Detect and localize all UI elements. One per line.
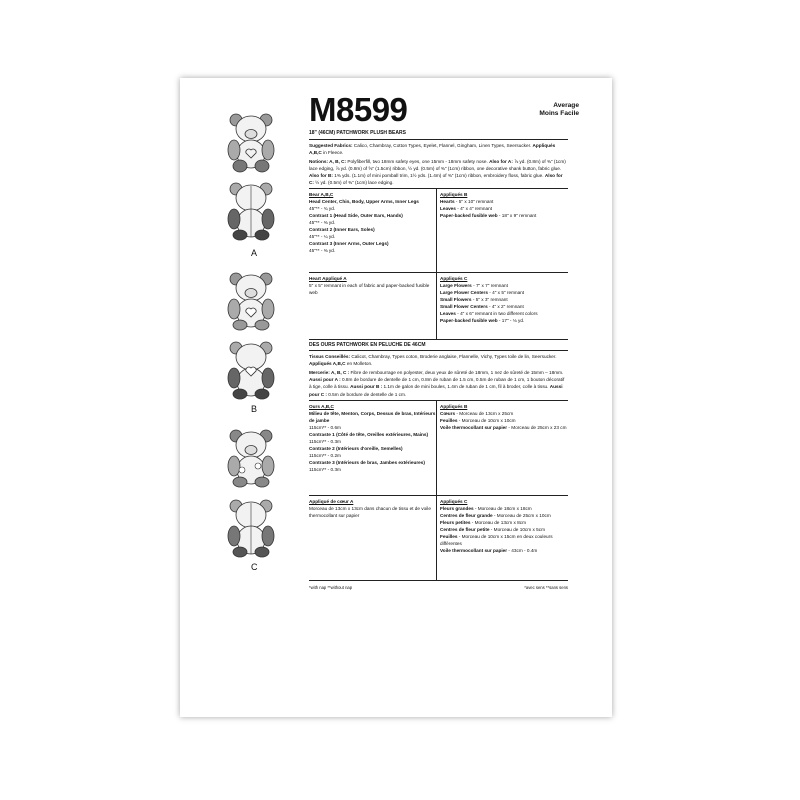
fr-applique-c-line: Feuilles - Morceau de 10cm x 15cm en deux couleurs différentes — [440, 533, 553, 546]
en-applique-b-line: Leaves - 4" x 4" remnant — [440, 205, 493, 211]
fr-title: DES OURS PATCHWORK EN PELUCHE DE 46CM — [309, 342, 568, 352]
fr-bear-line: Milieu de tête, Menton, Corps, Dessus de bras, Intérieurs de jambe — [309, 410, 436, 423]
en-bear-yardage: Bear A,B,C Head Center, Chin, Body, Upper Arms, Inner Legs 45"** - ¾ yd. Contrast 1 (Head Side, Outer Ears, Hands) 45"** - ⅜ yd. Contrast 2 (Inner Ears, Soles) 45"** - ¼ yd. Contrast 3 (Inner Arms, Outer Legs) 45"** - ⅜ yd. — [309, 189, 437, 272]
view-a-label: A — [251, 248, 258, 258]
en-appliques-b: Appliqués B Hearts - 5" x 10" remnant Leaves - 4" x 4" remnant Paper-backed fusible web - 18" x 9" remnant — [437, 189, 568, 272]
en-fabrics: Suggested Fabrics: Calico, Chambray, Cotton Types, Eyelet, Flannel, Gingham, Linen Types, Seersucker. Appliqués A,B,C in Fleece. — [309, 142, 556, 155]
en-bear-line: 45"** - ⅜ yd. — [309, 248, 336, 254]
fr-applique-c-line: Voile thermocollant sur papier - 43cm - 0.4m — [440, 547, 538, 553]
bear-b-front-illustration — [222, 271, 280, 331]
en-grid-row-1 — [309, 189, 568, 272]
en-bear-line: 45"** - ¾ yd. — [309, 205, 336, 211]
en-bear-line: Contrast 3 (Inner Arms, Outer Legs) — [309, 241, 389, 247]
en-bear-line: Contrast 2 (Inner Ears, Soles) — [309, 227, 375, 233]
en-applique-c-line: Small Flowers - 5" x 3" remnant — [440, 296, 508, 302]
en-title: 18" (46CM) PATCHWORK PLUSH BEARS — [309, 130, 568, 140]
en-notions: Notions: A, B, C: Polyfiberfill, two 18mm safety eyes, one 15mm - 18mm safety nose. Also for A: ⅞ yd. (0.8m) of ⅜" (1cm) lace edging, ⅞ yd. (0.8m) of ⅝" (1.5cm) ribbon, ½ yd. (0.5m) of ⅜" (1cm) ribbon, one decorative shank button, fabric glue. Also for B: 1⅜ yds. (1.1m) of mini pomball trim, 1½ yds. (1.4m) of ⅜" (1cm) ribbon, embroidery floss, fabric glue. Also for C: ½ yd. (0.5m) of ⅜" (1cm) lace edging. — [309, 158, 566, 185]
en-bear-line: 45"** - ¼ yd. — [309, 234, 336, 240]
en-applique-c-line: Paper-backed fusible web - 17" - ⅛ yd. — [440, 318, 525, 324]
pattern-number: M8599 — [309, 91, 408, 128]
pattern-envelope-back — [180, 78, 612, 717]
fr-appliques-b: Appliqués B Cœurs - Morceau de 13cm x 25cm Feuilles - Morceau de 10cm x 10cm Voile thermocollant sur papier - Morceau de 25cm x 23 cm — [440, 403, 567, 430]
en-bear-line: Head Center, Chin, Body, Upper Arms, Inner Legs — [309, 198, 419, 204]
en-bear-line: Contrast 1 (Head Side, Outer Ears, Hands) — [309, 212, 403, 218]
fr-applique-b-line: Voile thermocollant sur papier - Morceau de 25cm x 23 cm — [440, 424, 567, 430]
fr-bear-yardage: Ours A,B,C Milieu de tête, Menton, Corps, Dessus de bras, Intérieurs de jambe 115cm** - 0.6m Contraste 1 (Côté de tête, Oreilles extérieures, Mains) 115cm** - 0.3m Contraste 2 (Intérieurs d'oreille, Semelles) 115cm** - 0.2m Contraste 3 (Intérieurs de bras, Jambes extérieures) 115cm** - 0.3m — [309, 401, 437, 495]
difficulty-en: Average — [553, 102, 579, 109]
fr-applique-c-line: Centres de fleur petite - Morceau de 10cm x 5cm — [440, 526, 545, 532]
difficulty — [539, 102, 579, 118]
en-applique-b-line: Paper-backed fusible web - 18" x 9" remnant — [440, 212, 537, 218]
en-applique-b-line: Hearts - 5" x 10" remnant — [440, 198, 494, 204]
fr-notions: Mercerie: A, B, C : Fibre de rembourrage en polyester, deux yeux de sûreté de 18mm, 1 nez de sûreté de 15mm – 18mm. Aussi pour A : 0.8m de bordure de dentelle de 1 cm, 0.8m de ruban de 1.5 cm, 0.5m de ruban de 1 cm, 1 bouton décoratif à tige, colle à tissu. Aussi pour B : 1.1m de galon de mini boules, 1.4m de ruban de 1 cm, fil à broder, colle à tissu. Aussi pour C : 0.5m de bordure de dentelle de 1 cm. — [309, 370, 565, 397]
fr-applique-b-line: Feuilles - Morceau de 10cm x 10cm — [440, 417, 516, 423]
bear-a-front-illustration — [222, 112, 280, 174]
en-heart-applique: Heart Appliqué A 5" x 5" remnant in each of fabric and paper-backed fusible web — [309, 273, 437, 339]
bear-b-back-illustration — [222, 340, 280, 400]
yardage-content — [309, 130, 568, 591]
en-applique-c-line: Large Flowers - 7" x 7" remnant — [440, 282, 508, 288]
bear-c-front-illustration — [222, 428, 280, 488]
fr-heart-applique: Appliqué de cœur A Morceau de 13cm x 13cm dans chacun de tissu et de voile thermocollant sur papier — [309, 496, 437, 580]
en-applique-c-line: Small Flower Centers - 4" x 2" remnant — [440, 303, 524, 309]
en-applique-c-line: Large Flower Centers - 4" x 5" remnant — [440, 289, 525, 295]
bear-a-back-illustration — [222, 181, 280, 241]
bear-c-back-illustration — [222, 498, 280, 558]
fr-applique-c-line: Fleurs petites - Morceau de 13cm x 8cm — [440, 519, 526, 525]
difficulty-fr: Moins Facile — [539, 110, 579, 118]
footnote-fr: *avec sens **sans sens — [524, 584, 568, 590]
fr-applique-c-line: Fleurs grandes - Morceau de 18cm x 18cm — [440, 505, 532, 511]
fr-bear-line: 115cm** - 0.3m — [309, 466, 341, 472]
fr-bear-line: Contraste 1 (Côté de tête, Oreilles extérieures, Mains) — [309, 431, 429, 437]
fr-bear-line: Contraste 2 (Intérieurs d'oreille, Semelles) — [309, 445, 403, 451]
fr-fabrics: Tissus Conseillés: Calicot, Chambray, Types coton, Broderie anglaise, Flannelle, Vichy, Types toile de lin, Seersucker. Appliqués A,B,C en Molleton. — [309, 354, 557, 367]
bear-illustrations — [180, 78, 298, 717]
fr-appliques-c: Appliqués C Fleurs grandes - Morceau de 18cm x 18cm Centres de fleur grande - Morceau de 25cm x 10cm Fleurs petites - Morceau de 13cm x 8cm Centres de fleur petite - Morceau de 10cm x 5cm Feuilles - Morceau de 10cm x 15cm en deux couleurs différentes Voile thermocollant sur papier - 43cm - 0.4m — [437, 496, 568, 580]
fr-grid-row-1 — [309, 401, 568, 495]
fr-bear-line: 115cm** - 0.6m — [309, 424, 341, 430]
en-applique-c-line: Leaves - 4" x 6" remnant in two different colors — [440, 311, 538, 317]
fr-bear-line: 115cm** - 0.2m — [309, 452, 341, 458]
fr-bear-line: 115cm** - 0.3m — [309, 438, 341, 444]
view-b-label: B — [251, 404, 258, 414]
fr-grid-row-2 — [309, 496, 568, 580]
nap-footnote — [309, 585, 568, 591]
fr-applique-b-line: Cœurs - Morceau de 13cm x 25cm — [440, 410, 514, 416]
en-bear-line: 45"** - ⅜ yd. — [309, 219, 336, 225]
view-c-label: C — [251, 562, 258, 572]
fr-bear-line: Contraste 3 (Intérieurs de bras, Jambes extérieures) — [309, 459, 425, 465]
en-grid-row-2 — [309, 273, 568, 339]
en-appliques-c: Appliqués C Large Flowers - 7" x 7" remnant Large Flower Centers - 4" x 5" remnant Small Flowers - 5" x 3" remnant Small Flower Centers - 4" x 2" remnant Leaves - 4" x 6" remnant in two different colors Paper-backed fusible web - 17" - ⅛ yd. — [437, 273, 568, 339]
fr-applique-c-line: Centres de fleur grande - Morceau de 25cm x 10cm — [440, 512, 551, 518]
footnote-en: *with nap **without nap — [309, 584, 353, 590]
